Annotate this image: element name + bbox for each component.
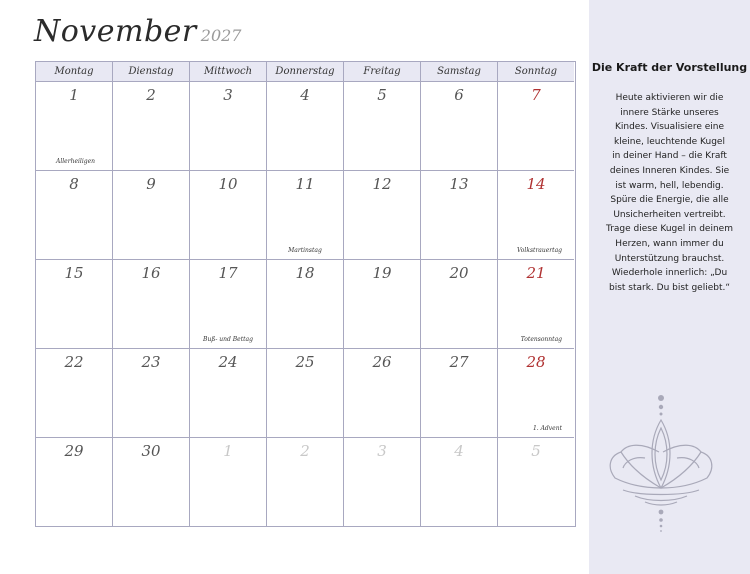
day-cell[interactable] xyxy=(421,171,498,260)
day-cell[interactable] xyxy=(267,260,344,349)
sidebar-text-line: deines Inneren Kindes. Sie xyxy=(609,165,730,176)
sidebar-text-line: Unterstützung brauchst. xyxy=(614,253,725,264)
day-number: 29 xyxy=(64,442,84,460)
weekday-sonntag: Sonntag xyxy=(498,62,574,82)
sidebar-text xyxy=(597,91,742,295)
lotus-icon xyxy=(605,392,717,532)
sidebar-text-line: Heute aktivieren wir die xyxy=(615,93,724,103)
day-number: 10 xyxy=(218,175,238,193)
day-cell[interactable] xyxy=(190,260,267,349)
day-number: 20 xyxy=(449,264,469,282)
day-number: 30 xyxy=(141,442,161,460)
day-cell[interactable] xyxy=(113,171,190,260)
day-number: 4 xyxy=(454,442,464,460)
holiday-note: Buß- und Bettag xyxy=(203,336,253,343)
day-cell[interactable] xyxy=(344,349,421,438)
sidebar-text-line: Spüre die Energie, die alle xyxy=(610,195,729,206)
sidebar-text-line: Unsicherheiten vertreibt. xyxy=(613,209,726,220)
sidebar-title: Die Kraft der Vorstellung xyxy=(591,61,748,74)
day-number: 27 xyxy=(449,353,469,371)
day-number: 24 xyxy=(218,353,238,371)
weekday-header-row xyxy=(36,62,575,82)
weekday-donnerstag: Donnerstag xyxy=(267,62,344,82)
sidebar-text-line: Wiederhole innerlich: „Du xyxy=(611,268,728,279)
day-number: 25 xyxy=(295,353,315,371)
day-cell[interactable] xyxy=(267,171,344,260)
month-name: November xyxy=(34,14,197,49)
day-cell[interactable] xyxy=(113,260,190,349)
day-number: 11 xyxy=(295,175,315,193)
day-cell[interactable] xyxy=(36,349,113,438)
holiday-note: Allerheiligen xyxy=(56,158,96,165)
day-number: 26 xyxy=(372,353,392,371)
day-cell[interactable] xyxy=(267,82,344,171)
weekday-samstag: Samstag xyxy=(421,62,498,82)
holiday-note: Volkstrauertag xyxy=(517,247,562,254)
month-title xyxy=(34,14,241,49)
day-cell[interactable] xyxy=(498,349,574,438)
day-cell[interactable] xyxy=(36,171,113,260)
sidebar-text-line: bist stark. Du bist geliebt.“ xyxy=(609,282,730,293)
calendar-body xyxy=(36,82,575,526)
calendar-grid xyxy=(35,61,576,527)
day-number: 21 xyxy=(526,264,546,282)
day-cell[interactable] xyxy=(498,260,574,349)
day-cell[interactable] xyxy=(498,438,574,526)
day-number: 1 xyxy=(69,86,79,104)
day-cell[interactable] xyxy=(344,82,421,171)
day-number: 19 xyxy=(372,264,392,282)
day-cell[interactable] xyxy=(113,82,190,171)
holiday-note: Totensonntag xyxy=(520,336,562,343)
weekday-montag: Montag xyxy=(36,62,113,82)
day-cell[interactable] xyxy=(267,349,344,438)
sidebar-text-line: innere Stärke unseres xyxy=(620,107,719,118)
sidebar-text-line: kleine, leuchtende Kugel xyxy=(614,136,725,147)
day-number: 5 xyxy=(531,442,541,460)
day-number: 1 xyxy=(223,442,233,460)
day-cell[interactable] xyxy=(113,438,190,526)
weekday-freitag: Freitag xyxy=(344,62,421,82)
day-number: 4 xyxy=(300,86,310,104)
day-number: 14 xyxy=(526,175,546,193)
sidebar-text-line: Kindes. Visualisiere eine xyxy=(614,122,725,133)
day-cell[interactable] xyxy=(498,82,574,171)
day-number: 3 xyxy=(223,86,233,104)
day-number: 3 xyxy=(377,442,387,460)
day-cell[interactable] xyxy=(190,438,267,526)
holiday-note: 1. Advent xyxy=(532,425,562,432)
day-cell[interactable] xyxy=(36,260,113,349)
weekday-dienstag: Dienstag xyxy=(113,62,190,82)
day-number: 18 xyxy=(295,264,315,282)
day-number: 12 xyxy=(372,175,392,193)
day-number: 23 xyxy=(141,353,161,371)
day-cell[interactable] xyxy=(344,260,421,349)
day-cell[interactable] xyxy=(36,438,113,526)
day-cell[interactable] xyxy=(113,349,190,438)
day-number: 15 xyxy=(64,264,84,282)
day-cell[interactable] xyxy=(267,438,344,526)
day-number: 7 xyxy=(531,86,541,104)
day-number: 5 xyxy=(377,86,387,104)
year-label: 2027 xyxy=(200,26,242,45)
day-number: 2 xyxy=(300,442,310,460)
day-cell[interactable] xyxy=(421,82,498,171)
day-cell[interactable] xyxy=(498,171,574,260)
day-cell[interactable] xyxy=(36,82,113,171)
day-number: 6 xyxy=(454,86,464,104)
day-number: 9 xyxy=(146,175,156,193)
day-cell[interactable] xyxy=(190,82,267,171)
sidebar-text-line: in deiner Hand – die Kraft xyxy=(612,151,727,162)
day-cell[interactable] xyxy=(190,171,267,260)
day-cell[interactable] xyxy=(421,438,498,526)
weekday-mittwoch: Mittwoch xyxy=(190,62,267,82)
day-number: 2 xyxy=(146,86,156,104)
sidebar-text-line: ist warm, hell, lebendig. xyxy=(615,180,724,191)
day-number: 22 xyxy=(64,353,84,371)
day-cell[interactable] xyxy=(421,349,498,438)
day-number: 17 xyxy=(218,264,238,282)
day-cell[interactable] xyxy=(190,349,267,438)
day-number: 13 xyxy=(449,175,469,193)
day-cell[interactable] xyxy=(421,260,498,349)
sidebar-text-line: Trage diese Kugel in deinem xyxy=(606,224,733,235)
day-number: 28 xyxy=(526,353,546,371)
day-number: 8 xyxy=(69,175,79,193)
day-number: 16 xyxy=(141,264,161,282)
holiday-note: Martinstag xyxy=(288,247,322,254)
day-cell[interactable] xyxy=(344,171,421,260)
day-cell[interactable] xyxy=(344,438,421,526)
sidebar-text-line: Herzen, wann immer du xyxy=(615,238,724,249)
